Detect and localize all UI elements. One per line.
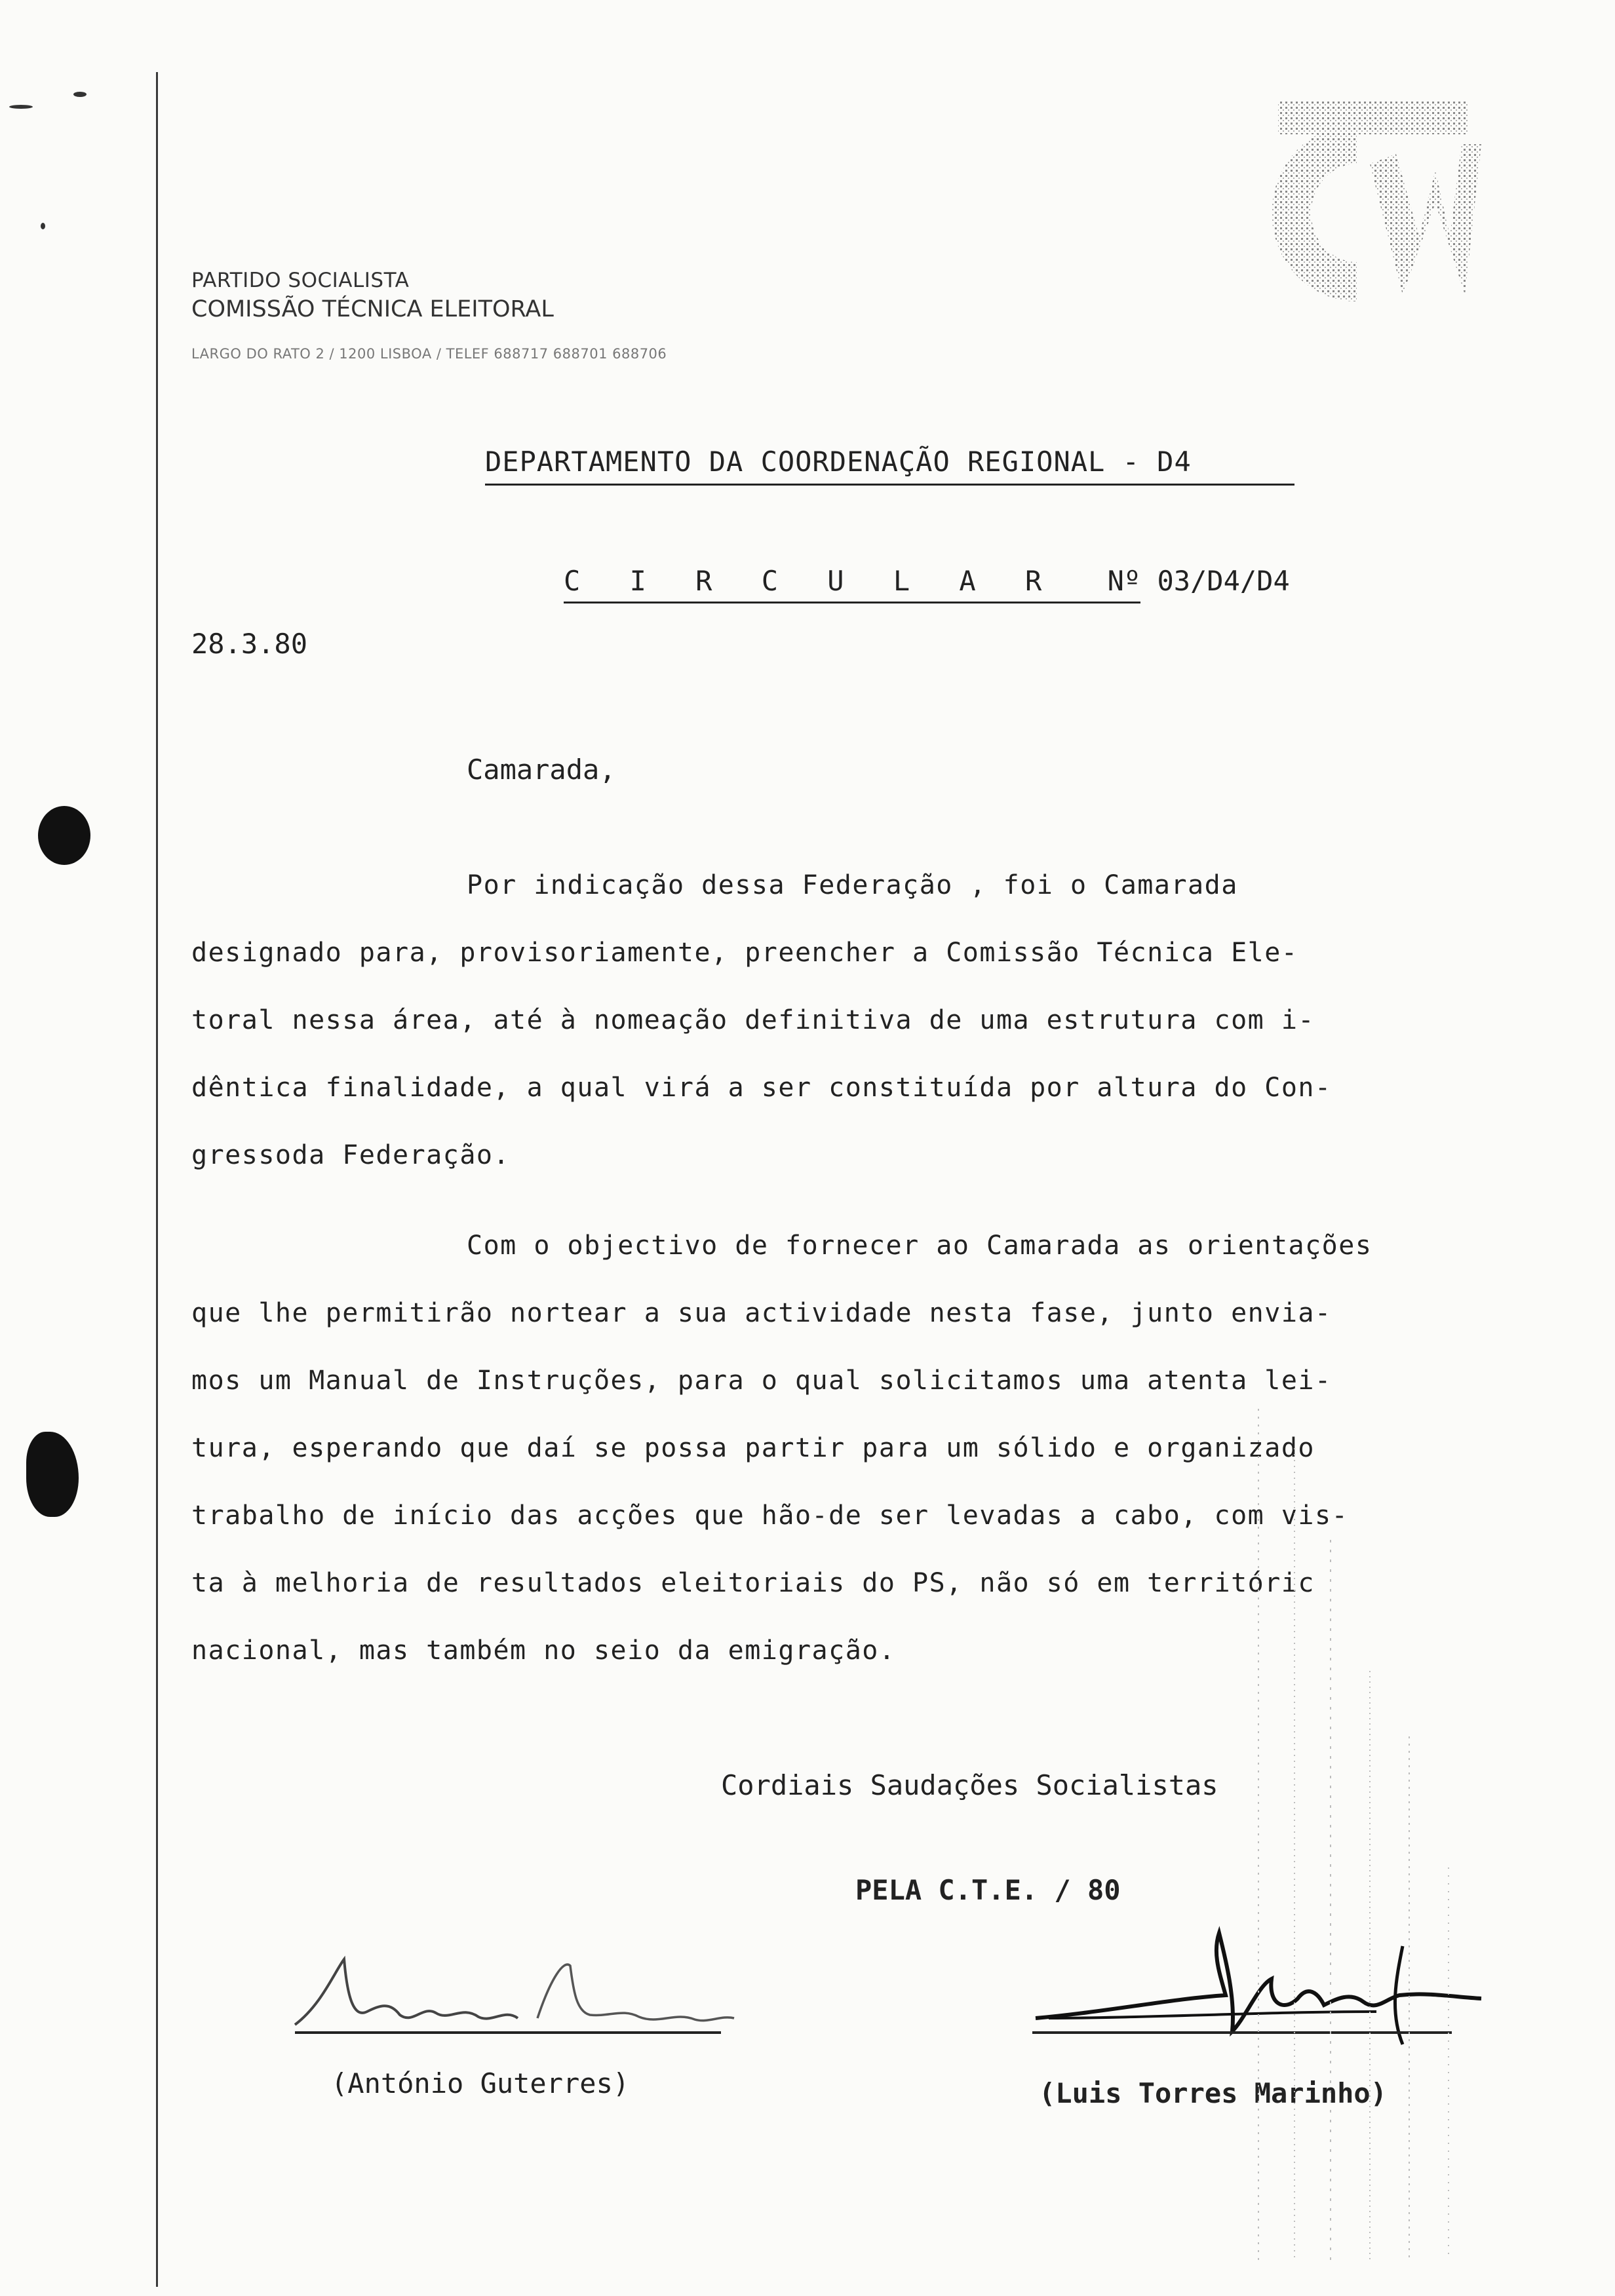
- department-underline: [485, 484, 1294, 486]
- body-paragraph-1: Por indicação dessa Federação , foi o Camarada designado para, provisoriamente, preencher a Comissão Técnica Ele- toral nessa área, até à nomeação definitiva de uma estrutura com i- dêntica finalidade, a qual virá a ser constituída por altura do Con- gressoda Federação.: [191, 870, 1332, 1170]
- letterhead-commission: COMISSÃO TÉCNICA ELEITORAL: [191, 296, 554, 322]
- circular-heading: [564, 565, 1290, 597]
- signed-for: PELA C.T.E. / 80: [855, 1874, 1121, 1906]
- greeting: Camarada,: [467, 754, 616, 786]
- department-heading: DEPARTAMENTO DA COORDENAÇÃO REGIONAL - D4: [485, 446, 1192, 478]
- punch-hole-top: [38, 806, 90, 865]
- signature-line-left: [295, 2031, 721, 2034]
- margin-line: [156, 72, 158, 2287]
- speck: [9, 105, 33, 109]
- speck: [73, 92, 87, 97]
- body-paragraph-2: Com o objectivo de fornecer ao Camarada as orientações que lhe permitirão nortear a sua actividade nesta fase, junto envia- mos um Manual de Instruções, para o qual solicitamos uma atenta lei- tura, esperando que daí se possa partir para um sólido e organizado trabalho de início das acções que hão-de ser levadas a cabo, com vis- ta à melhoria de resultados eleitoriais do PS, não só em territóric nacional, mas também no seio da emigração.: [191, 1231, 1372, 1666]
- signature-left: [282, 1940, 741, 2044]
- letterhead-party: PARTIDO SOCIALISTA: [191, 269, 410, 292]
- speck: [41, 223, 45, 229]
- closing-salutation: Cordiais Saudações Socialistas: [721, 1769, 1218, 1801]
- circular-number: Nº 03/D4/D4: [1107, 565, 1290, 597]
- letter-date: 28.3.80: [191, 628, 308, 660]
- punch-hole-bottom: [26, 1432, 79, 1517]
- signatory-name-left: (António Guterres): [331, 2067, 630, 2099]
- scan-noise: [1232, 1409, 1494, 2261]
- circular-underline: [564, 602, 1140, 603]
- signatory-name-right: (Luis Torres Marinho): [1039, 2077, 1388, 2109]
- circular-label: C I R C U L A R: [564, 565, 1059, 597]
- letterhead-address: LARGO DO RATO 2 / 1200 LISBOA / TELEF 688717 688701 688706: [191, 346, 667, 362]
- cte-logo: [1206, 85, 1488, 328]
